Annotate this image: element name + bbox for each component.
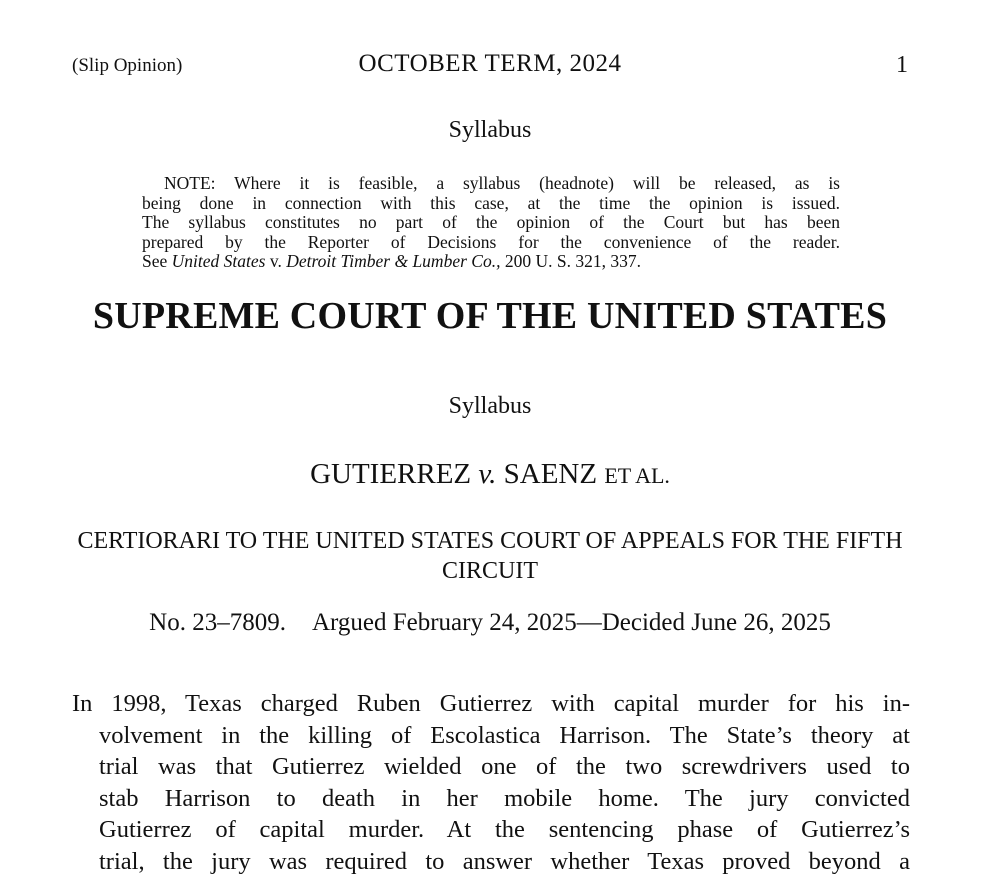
- term-heading: OCTOBER TERM, 2024: [358, 50, 622, 77]
- caption-et-al: ET AL.: [604, 463, 670, 488]
- case-caption: [0, 458, 980, 491]
- docket-line: [0, 609, 980, 637]
- reporter-note: [142, 174, 840, 272]
- body-line: Gutierrez of capital murder. At the sentencing phase of Gutierrez’s: [99, 816, 910, 844]
- syllabus-heading: Syllabus: [448, 393, 532, 419]
- syllabus-body: [72, 688, 910, 875]
- body-line: volvement in the killing of Escolastica Harrison. The State’s theory at: [99, 721, 910, 749]
- caption-petitioner: GUTIERREZ: [310, 458, 479, 490]
- court-name: SUPREME COURT OF THE UNITED STATES: [92, 295, 888, 337]
- note-line: The syllabus constitutes no part of the opinion of the Court but has been: [142, 212, 840, 233]
- caption-versus: v.: [478, 458, 497, 490]
- note-line: NOTE: Where it is feasible, a syllabus (headnote) will be released, as is: [164, 173, 840, 193]
- syllabus-heading-top: Syllabus: [448, 117, 532, 143]
- note-citation: 200 U. S. 321, 337.: [500, 251, 641, 272]
- note-case-united-states: United States: [171, 251, 266, 272]
- slip-opinion-label: (Slip Opinion): [72, 55, 183, 76]
- note-line: being done in connection with this case, at the time the opinion is issued.: [142, 192, 840, 213]
- note-line: prepared by the Reporter of Decisions for the convenience of the reader.: [142, 231, 840, 252]
- body-line: trial, the jury was required to answer whether Texas proved beyond a: [99, 847, 910, 875]
- body-line: In 1998, Texas charged Ruben Gutierrez with capital murder for his in-: [72, 690, 910, 717]
- body-line: stab Harrison to death in her mobile home. The jury convicted: [99, 784, 910, 812]
- note-case-detroit-timber: Detroit Timber & Lumber Co.,: [286, 251, 501, 272]
- docket-dates: Argued February 24, 2025—Decided June 26, 2025: [311, 609, 831, 636]
- docket-number: No. 23–7809.: [149, 609, 286, 636]
- body-line: trial was that Gutierrez wielded one of the two screwdrivers used to: [99, 753, 910, 781]
- note-citation-line: [142, 252, 840, 272]
- note-see: See: [142, 251, 172, 272]
- caption-respondent: SAENZ: [496, 458, 605, 490]
- certiorari-line: CERTIORARI TO THE UNITED STATES COURT OF APPEALS FOR THE FIFTH CIRCUIT: [77, 528, 903, 584]
- note-versus: v.: [265, 251, 287, 272]
- page-number: 1: [896, 52, 908, 78]
